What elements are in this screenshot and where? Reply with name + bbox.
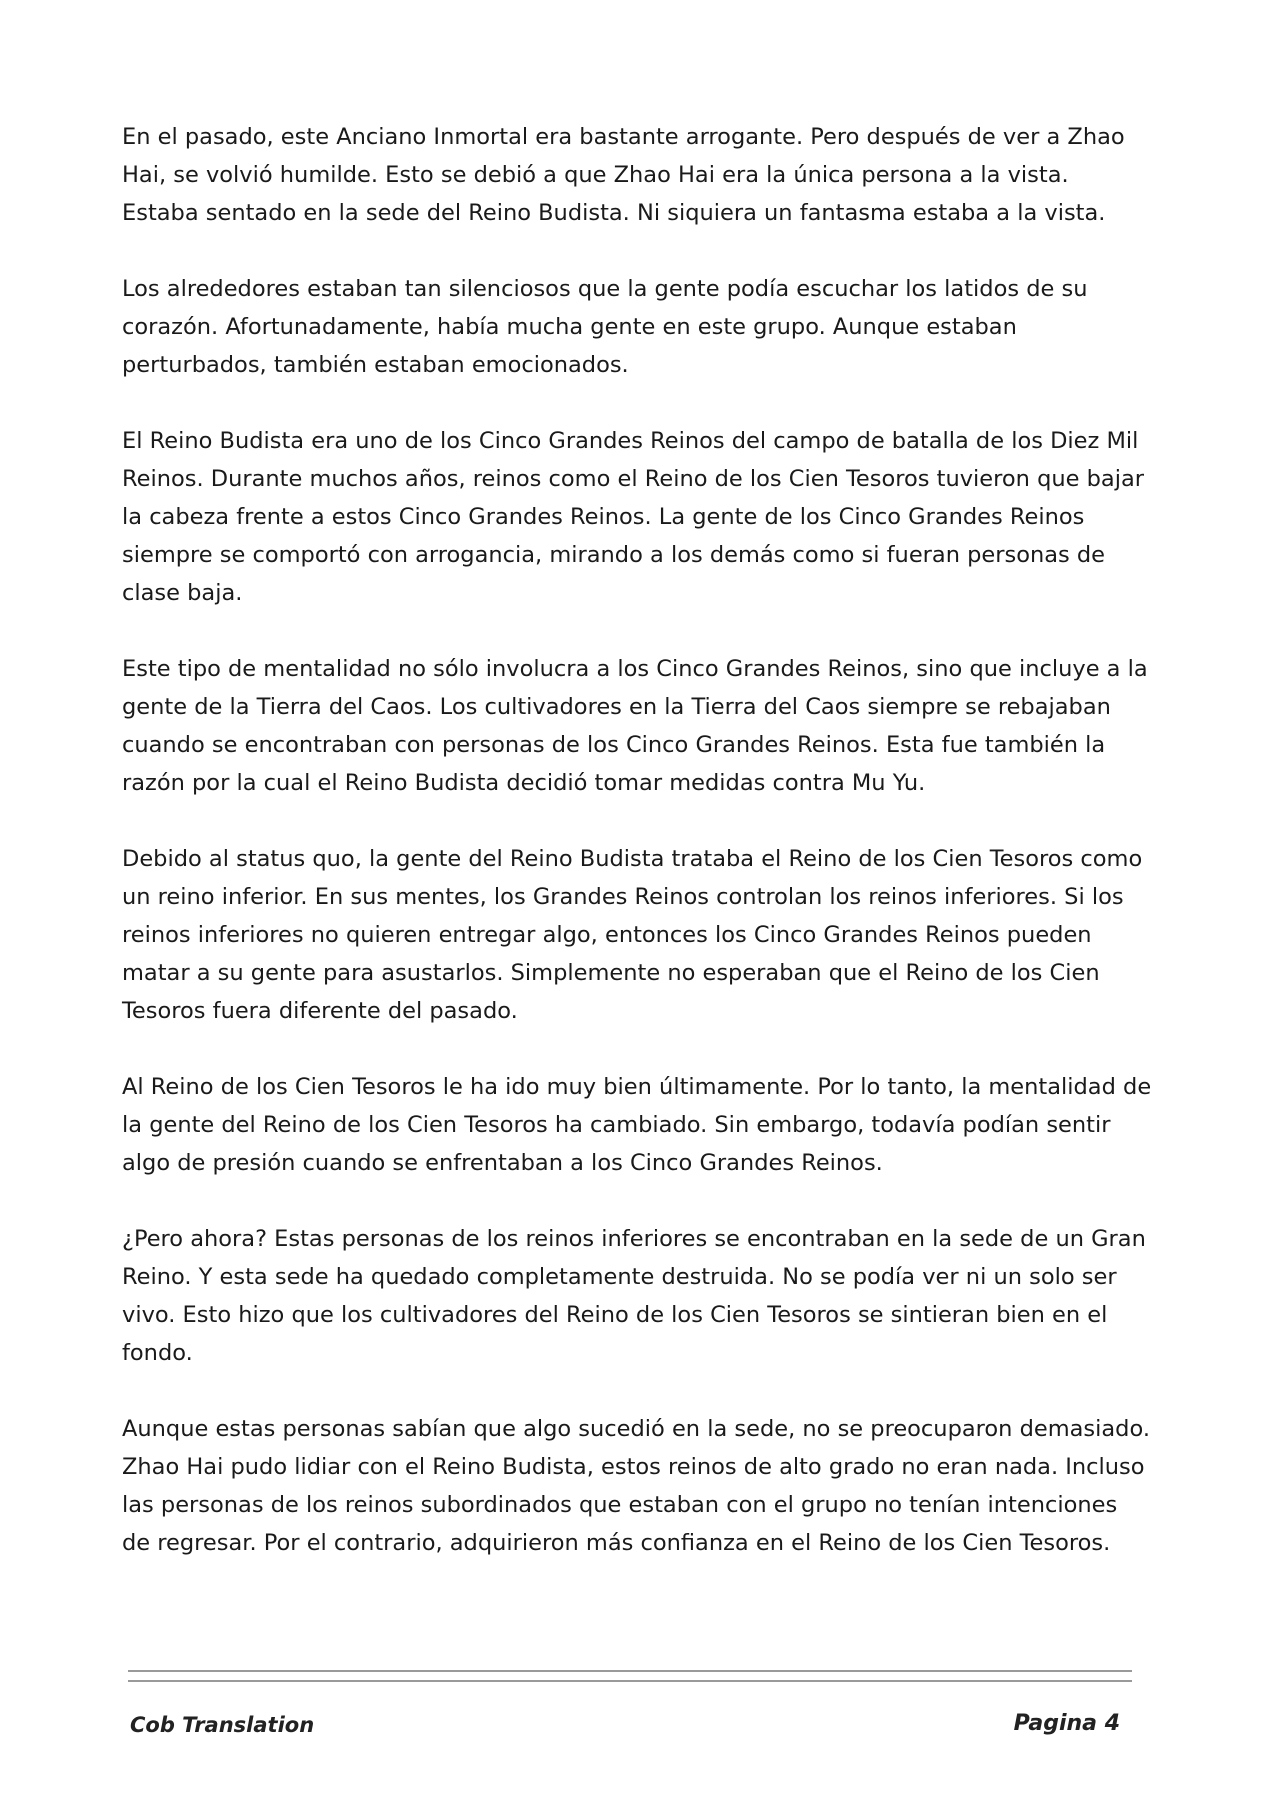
paragraph-4: Este tipo de mentalidad no sólo involucra a los Cinco Grandes Reinos, sino que incluye a la gente de la Tierra del Caos. Los cultivadores en la Tierra del Caos siempre se rebajaban cuando se encontraban con personas de los Cinco Grandes Reinos. Esta fue también la razón por la cual el Reino Budista decidió tomar medidas contra Mu Yu. (122, 656, 1148, 796)
paragraph-7: ¿Pero ahora? Estas personas de los reinos inferiores se encontraban en la sede de un Gran Reino. Y esta sede ha quedado completamente destruida. No se podía ver ni un solo ser vivo. Esto hizo que los cultivadores del Reino de los Cien Tesoros se sintieran bien en el fondo. (122, 1226, 1146, 1366)
footer-publisher: Cob Translation (130, 1713, 315, 1737)
paragraph-3: El Reino Budista era uno de los Cinco Grandes Reinos del campo de batalla de los Diez Mil Reinos. Durante muchos años, reinos como el Reino de los Cien Tesoros tuvieron que bajar la cabeza frente a estos Cinco Grandes Reinos. La gente de los Cinco Grandes Reinos siempre se comportó con arrogancia, mirando a los demás como si fueran personas de clase baja. (122, 428, 1144, 606)
document-body (122, 118, 1152, 1600)
paragraph-6: Al Reino de los Cien Tesoros le ha ido muy bien últimamente. Por lo tanto, la mentalidad de la gente del Reino de los Cien Tesoros ha cambiado. Sin embargo, todavía podían sentir algo de presión cuando se enfrentaban a los Cinco Grandes Reinos. (122, 1074, 1152, 1176)
paragraph-5: Debido al status quo, la gente del Reino Budista trataba el Reino de los Cien Tesoros como un reino inferior. En sus mentes, los Grandes Reinos controlan los reinos inferiores. Si los reinos inferiores no quieren entregar algo, entonces los Cinco Grandes Reinos pueden matar a su gente para asustarlos. Simplemente no esperaban que el Reino de los Cien Tesoros fuera diferente del pasado. (122, 846, 1143, 1024)
paragraph-1: En el pasado, este Anciano Inmortal era bastante arrogante. Pero después de ver a Zhao Hai, se volvió humilde. Esto se debió a que Zhao Hai era la única persona a la vista. Estaba sentado en la sede del Reino Budista. Ni siquiera un fantasma estaba a la vista. (122, 124, 1125, 226)
footer-divider-top (128, 1670, 1132, 1672)
paragraph-2: Los alrededores estaban tan silenciosos que la gente podía escuchar los latidos de su corazón. Afortunadamente, había mucha gente en este grupo. Aunque estaban perturbados, también estaban emocionados. (122, 276, 1088, 378)
footer-page-number: Pagina 4 (1013, 1711, 1120, 1736)
footer-divider-bottom (128, 1680, 1132, 1682)
paragraph-8: Aunque estas personas sabían que algo sucedió en la sede, no se preocuparon demasiado. Zhao Hai pudo lidiar con el Reino Budista, estos reinos de alto grado no eran nada. Incluso las personas de los reinos subordinados que estaban con el grupo no tenían intenciones de regresar. Por el contrario, adquirieron más confianza en el Reino de los Cien Tesoros. (122, 1416, 1150, 1556)
